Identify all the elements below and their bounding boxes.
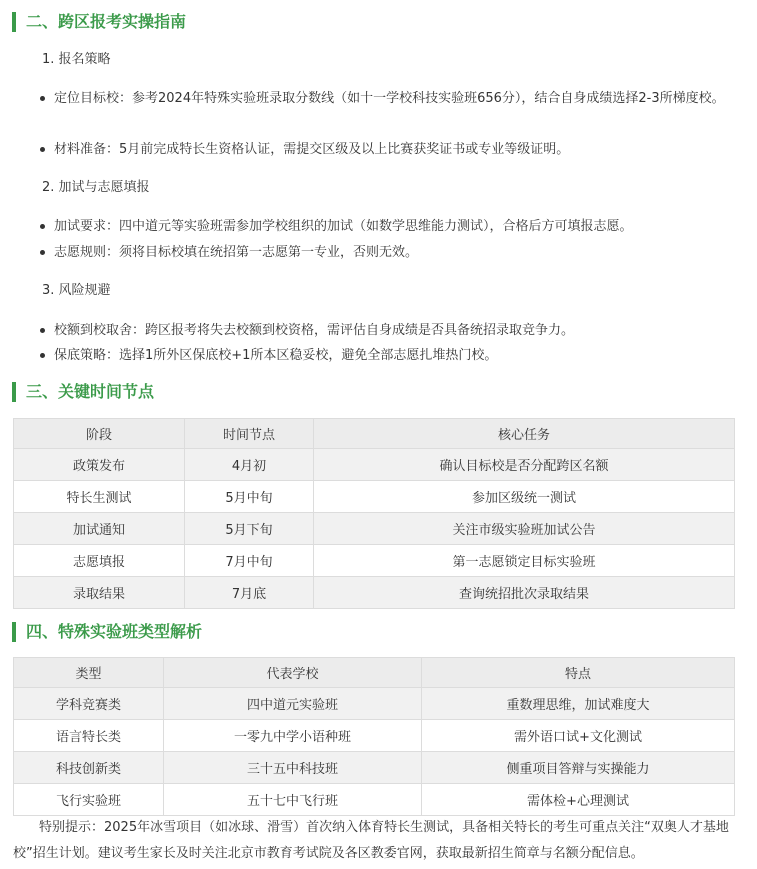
table-cell: 学科竞赛类 (14, 688, 164, 720)
bullet-volunteer-rule: 志愿规则：须将目标校填在统招第一志愿第一专业，否则无效。 (54, 240, 734, 265)
table-row (14, 577, 735, 609)
bullet-materials: 材料准备：5月前完成特长生资格认证，需提交区级及以上比赛获奖证书或专业等级证明。 (54, 137, 734, 162)
table-cell: 侧重项目答辩与实操能力 (422, 752, 735, 784)
table-cell: 重数理思维，加试难度大 (422, 688, 735, 720)
bullet-quota: 校额到校取舍：跨区报考将失去校额到校资格，需评估自身成绩是否具备统招录取竞争力。 (54, 318, 734, 343)
table-cell: 五十七中飞行班 (164, 784, 422, 816)
table-cell: 第一志愿锁定目标实验班 (314, 545, 735, 577)
section-title-3: 三、关键时间节点 (12, 382, 154, 402)
table-cell: 政策发布 (14, 449, 185, 481)
table-cell: 特长生测试 (14, 481, 185, 513)
table-cell: 科技创新类 (14, 752, 164, 784)
table-cell: 一零九中学小语种班 (164, 720, 422, 752)
subheading-strategy: 1. 报名策略 (42, 52, 111, 67)
table-cell: 参加区级统一测试 (314, 481, 735, 513)
subheading-risk: 3. 风险规避 (42, 283, 111, 298)
table-row (14, 481, 735, 513)
table-header-row (14, 419, 735, 449)
table-row (14, 449, 735, 481)
table-cell: 志愿填报 (14, 545, 185, 577)
header-cell: 类型 (14, 658, 164, 688)
table-cell: 5月中旬 (185, 481, 314, 513)
section-title-2: 二、跨区报考实操指南 (12, 12, 186, 32)
timeline-table (13, 418, 735, 609)
header-cell: 特点 (422, 658, 735, 688)
table-cell: 关注市级实验班加试公告 (314, 513, 735, 545)
special-note: 特别提示：2025年冰雪项目（如冰球、滑雪）首次纳入体育特长生测试，具备相关特长的考生可重点关注“双奥人才基地校”招生计划。建议考生家长及时关注北京市教育考试院及各区教委官网，获取最新招生简章与名额分配信息。 (13, 820, 729, 861)
table-cell: 四中道元实验班 (164, 688, 422, 720)
table-cell: 5月下旬 (185, 513, 314, 545)
table-cell: 语言特长类 (14, 720, 164, 752)
table-row (14, 688, 735, 720)
table-cell: 飞行实验班 (14, 784, 164, 816)
table-cell: 加试通知 (14, 513, 185, 545)
header-cell: 时间节点 (185, 419, 314, 449)
table-cell: 需体检+心理测试 (422, 784, 735, 816)
table-cell: 需外语口试+文化测试 (422, 720, 735, 752)
table-cell: 录取结果 (14, 577, 185, 609)
table-row (14, 752, 735, 784)
table-row (14, 720, 735, 752)
header-cell: 代表学校 (164, 658, 422, 688)
table-cell: 三十五中科技班 (164, 752, 422, 784)
bullet-exam-requirement: 加试要求：四中道元等实验班需参加学校组织的加试（如数学思维能力测试），合格后方可填报志愿。 (54, 214, 734, 239)
table-cell: 7月中旬 (185, 545, 314, 577)
table-row (14, 513, 735, 545)
bullet-target-school: 定位目标校：参考2024年特殊实验班录取分数线（如十一学校科技实验班656分），结合自身成绩选择2-3所梯度校。 (54, 86, 734, 111)
bullet-safety: 保底策略：选择1所外区保底校+1所本区稳妥校，避免全部志愿扎堆热门校。 (54, 343, 734, 368)
table-cell: 确认目标校是否分配跨区名额 (314, 449, 735, 481)
section-title-4: 四、特殊实验班类型解析 (12, 622, 202, 642)
table-cell: 4月初 (185, 449, 314, 481)
table-cell: 查询统招批次录取结果 (314, 577, 735, 609)
header-cell: 阶段 (14, 419, 185, 449)
table-row (14, 784, 735, 816)
subheading-exam: 2. 加试与志愿填报 (42, 180, 150, 195)
table-row (14, 545, 735, 577)
class-type-table (13, 657, 735, 816)
table-cell: 7月底 (185, 577, 314, 609)
table-header-row (14, 658, 735, 688)
header-cell: 核心任务 (314, 419, 735, 449)
